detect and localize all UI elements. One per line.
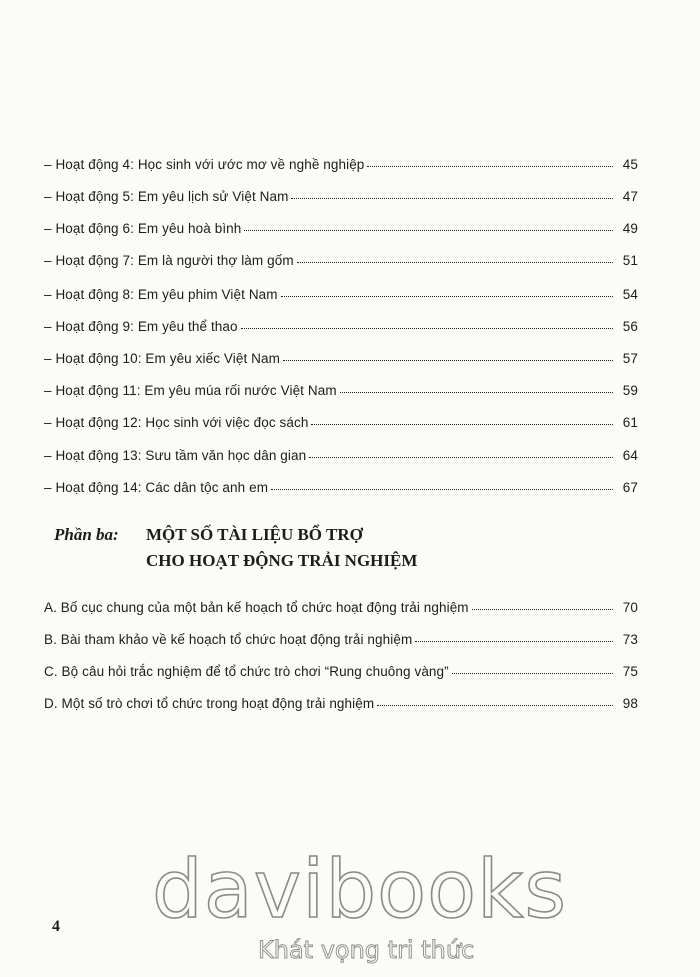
watermark-logo: davibooks: [152, 843, 568, 936]
toc-entry[interactable]: [44, 473, 638, 495]
toc-entry[interactable]: [44, 150, 638, 172]
toc-entry[interactable]: [44, 344, 638, 366]
toc-entry-title: D. Một số trò chơi tổ chức trong hoạt động trải nghiệm: [44, 696, 375, 711]
watermark-tagline: Khát vọng tri thức: [258, 936, 475, 964]
toc-entry-title: – Hoạt động 12: Học sinh với việc đọc sách: [44, 415, 309, 430]
toc-entry-title: B. Bài tham khảo về kế hoạch tổ chức hoạt động trải nghiệm: [44, 632, 413, 647]
toc-entry[interactable]: [44, 246, 638, 268]
page-number: 4: [52, 918, 60, 935]
toc-entry[interactable]: [44, 280, 638, 302]
toc-entry-title: – Hoạt động 13: Sưu tầm văn học dân gian: [44, 448, 307, 463]
dot-leader: [241, 328, 613, 329]
toc-entry-page: 67: [622, 480, 638, 495]
toc-entry-title: – Hoạt động 8: Em yêu phim Việt Nam: [44, 287, 278, 302]
toc-entry-page: 75: [622, 664, 638, 679]
toc-entry-page: 47: [622, 189, 638, 204]
dot-leader: [309, 457, 613, 458]
toc-entry-page: 73: [622, 632, 638, 647]
toc-entry-page: 56: [622, 319, 638, 334]
toc-entry-page: 64: [622, 448, 638, 463]
dot-leader: [311, 424, 613, 425]
toc-entry-page: 70: [622, 600, 638, 615]
dot-leader: [452, 673, 613, 674]
dot-leader: [377, 705, 613, 706]
toc-entry-page: 45: [622, 157, 638, 172]
toc-entry-title: – Hoạt động 10: Em yêu xiếc Việt Nam: [44, 351, 280, 366]
toc-entry-title: – Hoạt động 6: Em yêu hoà bình: [44, 221, 242, 236]
toc-entry-page: 61: [622, 415, 638, 430]
toc-entry-title: – Hoạt động 9: Em yêu thể thao: [44, 319, 238, 334]
toc-entry[interactable]: [44, 376, 638, 398]
toc-appendix-entry[interactable]: [44, 625, 638, 647]
part-three-heading: [54, 525, 417, 571]
part-title-line-1: MỘT SỐ TÀI LIỆU BỔ TRỢ: [146, 525, 363, 544]
toc-entry-title: – Hoạt động 7: Em là người thợ làm gốm: [44, 253, 294, 268]
dot-leader: [283, 360, 613, 361]
part-label: Phần ba:: [54, 525, 119, 544]
toc-entry[interactable]: [44, 312, 638, 334]
dot-leader: [281, 296, 613, 297]
dot-leader: [297, 262, 613, 263]
dot-leader: [271, 489, 613, 490]
dot-leader: [291, 198, 613, 199]
toc-entry-page: 49: [622, 221, 638, 236]
toc-appendix-entry[interactable]: [44, 593, 638, 615]
part-title-line-2: CHO HOẠT ĐỘNG TRẢI NGHIỆM: [146, 551, 418, 570]
toc-entry[interactable]: [44, 441, 638, 463]
dot-leader: [244, 230, 613, 231]
toc-entry-page: 54: [622, 287, 638, 302]
toc-entry-title: – Hoạt động 14: Các dân tộc anh em: [44, 480, 269, 495]
toc-appendix-entry[interactable]: [44, 657, 638, 679]
toc-entry[interactable]: [44, 408, 638, 430]
toc-entry-page: 57: [622, 351, 638, 366]
toc-entry-title: A. Bố cục chung của một bản kế hoạch tổ chức hoạt động trải nghiệm: [44, 600, 469, 615]
toc-entry-title: – Hoạt động 4: Học sinh với ước mơ về nghề nghiệp: [44, 157, 365, 172]
dot-leader: [415, 641, 613, 642]
toc-entry-title: – Hoạt động 11: Em yêu múa rối nước Việt Nam: [44, 383, 337, 398]
toc-entry-page: 98: [622, 696, 638, 711]
toc-entry-page: 51: [622, 253, 638, 268]
dot-leader: [367, 166, 613, 167]
toc-entry-title: – Hoạt động 5: Em yêu lịch sử Việt Nam: [44, 189, 289, 204]
toc-appendix-entry[interactable]: [44, 689, 638, 711]
toc-entry-title: C. Bộ câu hỏi trắc nghiệm để tổ chức trò chơi “Rung chuông vàng”: [44, 664, 449, 679]
toc-entry-page: 59: [622, 383, 638, 398]
dot-leader: [340, 392, 613, 393]
dot-leader: [472, 609, 613, 610]
toc-entry[interactable]: [44, 214, 638, 236]
toc-entry[interactable]: [44, 182, 638, 204]
